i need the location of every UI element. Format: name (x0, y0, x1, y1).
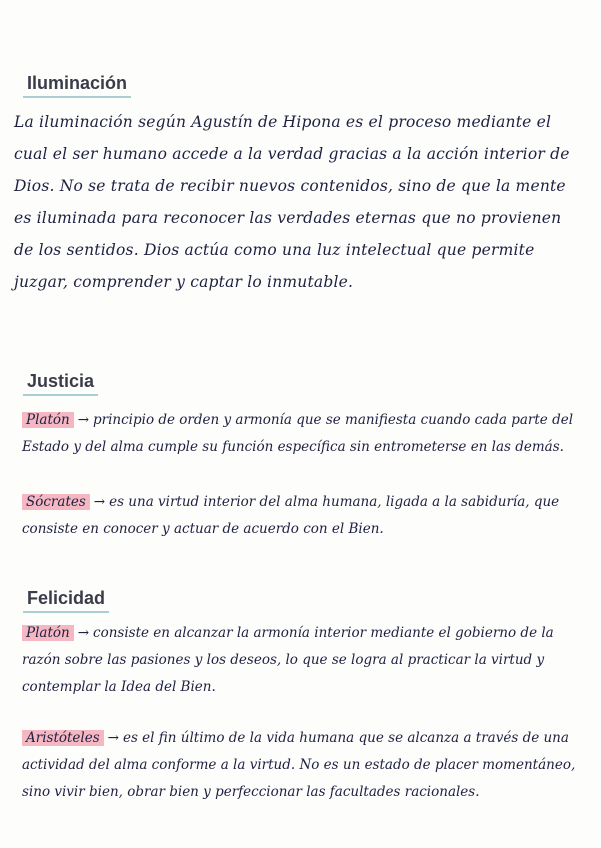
felicidad-entry-aristoteles (22, 725, 577, 806)
author-highlight: Platón (22, 412, 74, 428)
heading-iluminacion: Iluminación (27, 73, 128, 93)
heading-justicia: Justicia (27, 371, 95, 391)
iluminacion-paragraph: La iluminación según Agustín de Hipona es el proceso mediante el cual el ser humano accede a la verdad gracias a la acción interior de Dios. No se trata de recibir nuevos contenidos, sino de que la mente es iluminada para reconocer las verdades eternas que no provienen de los sentidos. Dios actúa como una luz intelectual que permite juzgar, comprender y captar lo inmutable. (14, 113, 570, 291)
justicia-entry-socrates (22, 489, 577, 543)
heading-felicidad: Felicidad (27, 588, 106, 608)
arrow-icon: → (77, 625, 90, 641)
author-highlight: Sócrates (22, 494, 90, 510)
entry-text: consiste en alcanzar la armonía interior mediante el gobierno de la razón sobre las pasiones y los deseos, lo que se logra al practicar la virtud y contemplar la Idea del Bien. (22, 625, 554, 695)
justicia-entry-platon (22, 407, 577, 461)
felicidad-entry-platon (22, 620, 577, 701)
entry-text: principio de orden y armonía que se manifiesta cuando cada parte del Estado y del alma cumple su función específica sin entrometerse en las demás. (22, 412, 574, 455)
author-highlight: Platón (22, 625, 74, 641)
entry-text: es el fin último de la vida humana que se alcanza a través de una actividad del alma conforme a la virtud. No es un estado de placer momentáneo, sino vivir bien, obrar bien y perfeccionar las facultades racionales. (22, 730, 576, 800)
arrow-icon: → (77, 412, 90, 428)
author-highlight: Aristóteles (22, 730, 104, 746)
arrow-icon: → (107, 730, 119, 746)
arrow-icon: → (93, 494, 106, 510)
entry-text: es una virtud interior del alma humana, ligada a la sabiduría, que consiste en conocer y actuar de acuerdo con el Bien. (22, 494, 560, 537)
